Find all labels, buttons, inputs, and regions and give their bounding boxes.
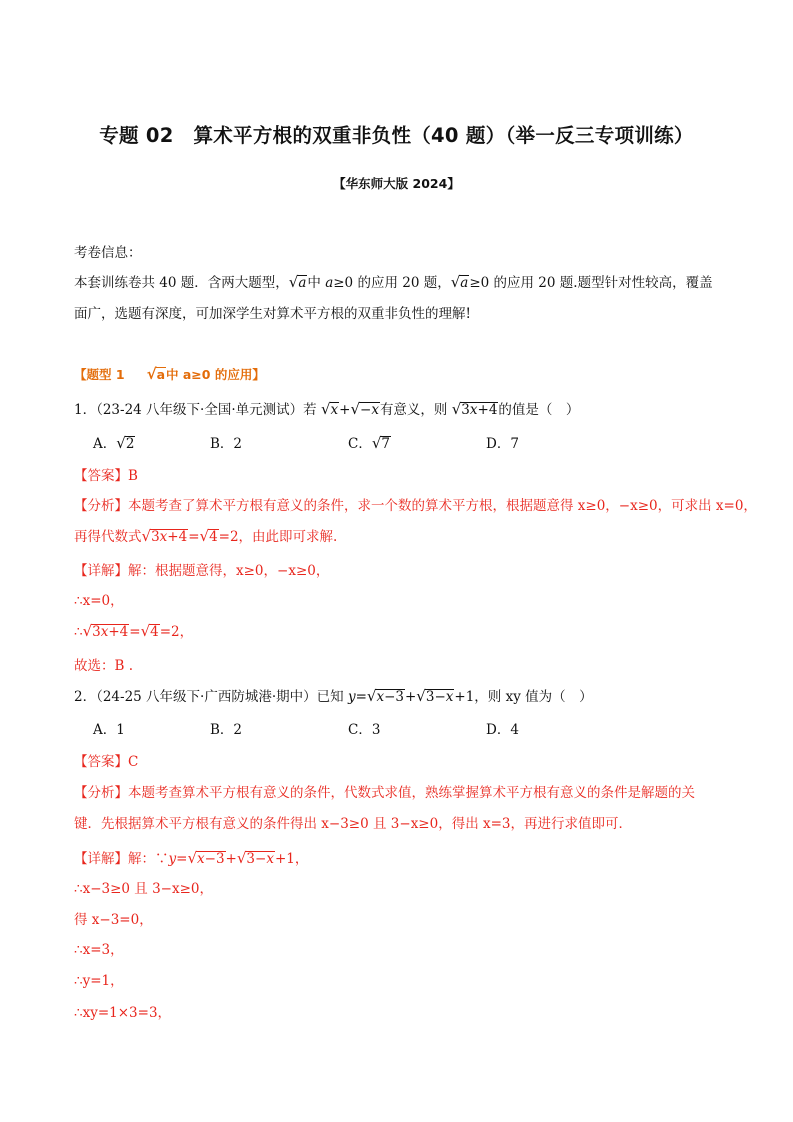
detail-1-line-1: 【详解】解：根据题意得，x≥0，−x≥0， — [74, 563, 330, 579]
detail-2-line-1: 【详解】解：∵y=√x−3+√3−x+1， — [74, 849, 309, 867]
detail-1-line-3: ∴√3x+4=√4=2， — [74, 622, 194, 640]
option-d: D．7 — [486, 436, 519, 452]
option-c: C．3 — [348, 722, 381, 738]
page-subtitle: 【华东师大版 2024】 — [333, 176, 460, 191]
info-label: 考卷信息： — [74, 245, 142, 261]
detail-1-line-2: ∴x=0， — [74, 593, 124, 609]
detail-2-line-2: ∴x−3≥0 且 3−x≥0， — [74, 881, 214, 897]
option-c: C．√7 — [348, 434, 390, 452]
section-heading: 【题型 1 √a中 a≥0 的应用】 — [74, 365, 265, 383]
option-a: A．1 — [93, 722, 125, 738]
option-a: A．√2 — [93, 434, 135, 452]
analysis-1-line-2: 再得代数式√3x+4=√4=2，由此即可求解. — [74, 527, 338, 545]
page-title: 专题 02 算术平方根的双重非负性（40 题）（举一反三专项训练） — [99, 124, 694, 147]
sqrt-a-symbol: √a — [450, 273, 469, 291]
analysis-2-line-2: 键．先根据算术平方根有意义的条件得出 x−3≥0 且 3−x≥0，得出 x=3，再进行求值即可． — [74, 816, 633, 832]
analysis-1-line-1: 【分析】本题考查了算术平方根有意义的条件，求一个数的算术平方根，根据题意得 x≥0，−x≥0，可求出 x=0， — [74, 498, 757, 514]
option-b: B．2 — [210, 722, 243, 738]
question-1: 1．（23-24 八年级下·全国·单元测试）若 √x+√−x有意义，则 √3x+4的值是（ ） — [74, 400, 580, 418]
answer-2: 【答案】C — [74, 754, 139, 770]
sqrt-a-symbol: √a — [146, 365, 166, 383]
detail-2-line-4: ∴x=3， — [74, 942, 124, 958]
detail-2-line-6: ∴xy=1×3=3， — [74, 1005, 172, 1021]
option-d: D．4 — [486, 722, 519, 738]
detail-2-line-5: ∴y=1， — [74, 973, 124, 989]
option-b: B．2 — [210, 436, 243, 452]
info-line-1: 本套训练卷共 40 题．含两大题型，√a中 a≥0 的应用 20 题，√a≥0 的应用 20 题.题型针对性较高，覆盖 — [74, 273, 713, 291]
sqrt-a-symbol: √a — [288, 273, 307, 291]
answer-1: 【答案】B — [74, 468, 138, 484]
question-2: 2．（24-25 八年级下·广西防城港·期中）已知 y=√x−3+√3−x+1，则 xy 值为（ ） — [74, 687, 593, 705]
detail-2-line-3: 得 x−3=0， — [74, 912, 153, 928]
detail-1-line-4: 故选：B . — [74, 658, 134, 674]
analysis-2-line-1: 【分析】本题考查算术平方根有意义的条件，代数式求值，熟练掌握算术平方根有意义的条件是解题的关 — [74, 785, 695, 801]
info-line-2: 面广，选题有深度，可加深学生对算术平方根的双重非负性的理解! — [74, 306, 471, 322]
